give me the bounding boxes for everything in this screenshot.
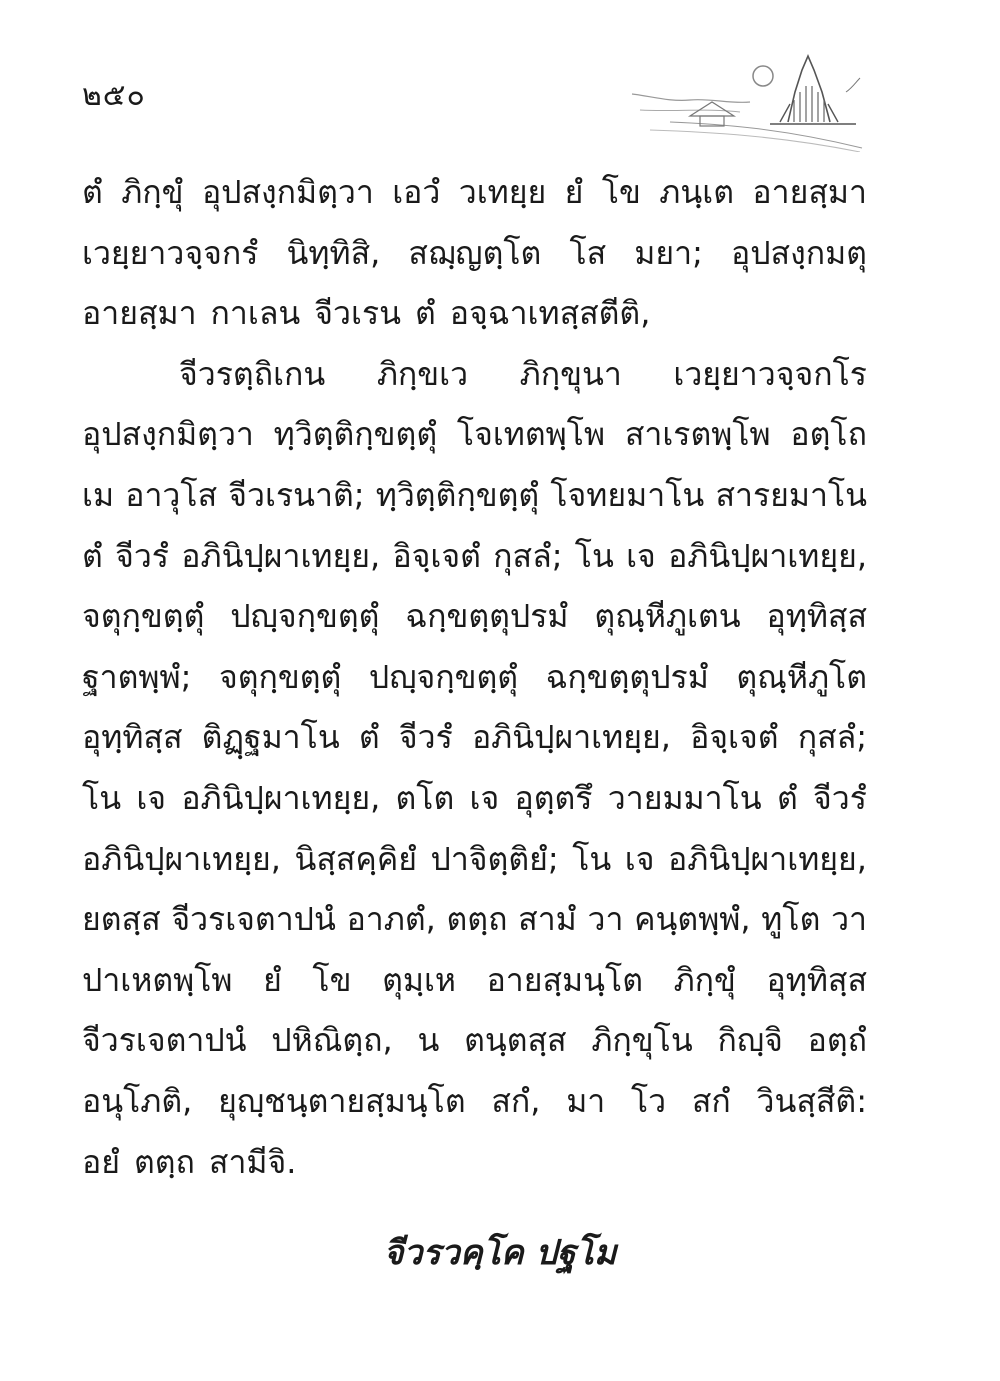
word: ภิกฺขุนา xyxy=(519,354,622,393)
word: อตฺถํ xyxy=(807,1021,867,1060)
word: ปาจิตฺติยํ; xyxy=(430,839,559,878)
word: สามีจิ. xyxy=(208,1142,297,1181)
word: เวยฺยาวจฺจกโร xyxy=(673,354,867,393)
word: ภิกฺขุํ xyxy=(673,960,736,999)
word: ตํ xyxy=(82,536,103,575)
text-line xyxy=(82,768,867,829)
word: น xyxy=(417,1021,440,1060)
word: อาภตํ, xyxy=(346,900,436,939)
word: จีวเรนาติ; xyxy=(228,475,365,514)
text-line xyxy=(82,829,867,890)
word: อาวุโส xyxy=(125,475,218,514)
word: เจ xyxy=(624,839,655,878)
word: อายสฺมนฺโต xyxy=(486,960,643,999)
text-line xyxy=(82,283,867,344)
text-line xyxy=(82,465,867,526)
word: ตตฺถ xyxy=(446,900,508,939)
word: อุทฺทิสฺส xyxy=(766,597,867,636)
word: อายสฺมา xyxy=(752,173,867,211)
body-text xyxy=(82,162,867,1192)
word: วเทยฺย xyxy=(458,173,547,211)
word: ภิกฺขุโน xyxy=(591,1021,693,1060)
word: ตํ xyxy=(82,173,103,211)
word: คนฺตพฺพํ, xyxy=(634,900,751,939)
word: อภินิปฺผาเทยฺย, xyxy=(181,778,381,817)
word: ฉกฺขตฺตุปรมํ xyxy=(545,657,709,696)
text-line xyxy=(82,526,867,587)
word: ตนฺตสฺส xyxy=(464,1021,567,1060)
word: นิสฺสคฺคิยํ xyxy=(294,839,417,878)
word: ตตฺถ xyxy=(133,1142,195,1181)
word: สามํ xyxy=(518,900,577,939)
text-line xyxy=(82,404,867,465)
word: ทฺวิตฺติกฺขตฺตุํ xyxy=(273,415,438,454)
word: วา xyxy=(831,900,867,939)
text-line xyxy=(82,950,867,1011)
word: ปญฺจกฺขตฺตุํ xyxy=(368,657,519,696)
word: อภินิปฺผาเทยฺย, xyxy=(181,536,381,575)
text-line xyxy=(82,586,867,647)
word: ตํ xyxy=(358,718,380,757)
word: จีวรเจตาปนํ xyxy=(82,1021,247,1060)
word: โจเทตพฺโพ xyxy=(456,415,606,454)
word: อนุโภติ, xyxy=(82,1081,193,1120)
word: ปญฺจกฺขตฺตุํ xyxy=(230,597,380,636)
word: อุทฺทิสฺส xyxy=(766,960,867,999)
word: จีวรํ xyxy=(813,778,867,817)
text-line xyxy=(82,1010,867,1071)
text-line xyxy=(82,162,867,223)
word: ทูโต xyxy=(761,900,821,939)
word: อยํ xyxy=(82,1142,120,1181)
word: อจฺฉาเทสฺสตีติ, xyxy=(449,294,651,333)
word: จตุกฺขตฺตุํ xyxy=(218,657,342,696)
word: ตุมฺเห xyxy=(382,960,456,999)
word: โน xyxy=(574,536,614,575)
word: วา xyxy=(587,900,624,939)
word: เอวํ xyxy=(392,173,441,211)
word: จีวรํ xyxy=(398,718,453,757)
word: โน xyxy=(82,778,122,817)
word: ยํ xyxy=(263,960,282,999)
word: เวยฺยาวจฺจกรํ xyxy=(82,233,259,272)
word: อุปสงฺกมิตฺวา xyxy=(82,415,254,454)
word: ภิกฺขุํ xyxy=(121,173,184,211)
word: มยา; xyxy=(634,233,703,272)
text-line xyxy=(82,707,867,768)
word: จีวรํ xyxy=(115,536,169,575)
word: กุสลํ; xyxy=(797,718,867,757)
word: เจ xyxy=(136,778,167,817)
text-line xyxy=(82,223,867,284)
word: อตฺโถ xyxy=(790,415,867,454)
word: ยตสฺส xyxy=(82,900,161,939)
word: อุปสงฺกมตุ xyxy=(731,233,867,272)
word: วินสฺสีติ: xyxy=(756,1081,867,1120)
word: อภินิปฺผาเทยฺย, xyxy=(82,839,281,878)
word: อุตฺตรึ xyxy=(514,778,593,817)
word: จีวเรน xyxy=(314,294,402,333)
word: กิญฺจิ xyxy=(717,1021,783,1060)
page-number: ๒๕๐ xyxy=(82,78,146,113)
word: โจทยมาโน xyxy=(550,475,705,514)
temple-landscape-icon xyxy=(630,52,865,152)
word: ฐาตพฺพํ; xyxy=(82,657,192,696)
word: สฌฺญตฺโต xyxy=(408,233,542,272)
word: เจ xyxy=(626,536,656,575)
word: สารยมาโน xyxy=(715,475,867,514)
word: ภิกฺขเว xyxy=(376,354,469,393)
word: ยํ xyxy=(564,173,584,211)
word: ตํ xyxy=(776,778,798,817)
text-line xyxy=(82,1132,867,1193)
text-line xyxy=(82,647,867,708)
word: ปาเหตพฺโพ xyxy=(82,960,233,999)
word: จีวรเจตาปนํ xyxy=(171,900,336,939)
word: อุปสงฺกมิตฺวา xyxy=(201,173,374,211)
word: ยุญฺชนฺตายสฺมนฺโต xyxy=(218,1081,466,1120)
word: สกํ xyxy=(691,1081,731,1120)
section-heading: จีวรวคฺโค ปฐโม xyxy=(383,1233,617,1273)
word: โว xyxy=(630,1081,667,1120)
word: ตุณฺหีภูเตน xyxy=(594,597,741,636)
word: ทฺวิตฺติกฺขตฺตุํ xyxy=(375,475,540,514)
word: ภนฺเต xyxy=(659,173,734,211)
word: ติฏฺฐมาโน xyxy=(201,718,340,757)
word: สาเรตพฺโพ xyxy=(624,415,771,454)
word: กาเลน xyxy=(210,294,301,333)
word: โน xyxy=(572,839,612,878)
word: กุสลํ; xyxy=(493,536,563,575)
word: นิทฺทิสิ, xyxy=(286,233,381,272)
word: วายมมาโน xyxy=(607,778,762,817)
text-line xyxy=(82,1071,867,1132)
word: อภินิปฺผาเทยฺย, xyxy=(668,536,867,575)
word: จีวรตฺถิเกน xyxy=(179,354,326,393)
word: ตโต xyxy=(395,778,455,817)
word: จตุกฺขตฺตุํ xyxy=(82,597,205,636)
text-line xyxy=(82,344,867,405)
word: โข xyxy=(312,960,352,999)
word: เม xyxy=(82,475,115,514)
word: ตํ xyxy=(415,294,436,333)
word: มา xyxy=(566,1081,606,1120)
text-line xyxy=(82,889,867,950)
word: อายสฺมา xyxy=(82,294,197,333)
word: อุทฺทิสฺส xyxy=(82,718,183,757)
word: อภินิปฺผาเทยฺย, xyxy=(668,839,867,878)
word: ตุณฺหีภูโต xyxy=(736,657,867,696)
word: โข xyxy=(601,173,641,211)
word: ฉกฺขตฺตุปรมํ xyxy=(405,597,569,636)
word: สกํ, xyxy=(491,1081,541,1120)
word: อิจฺเจตํ xyxy=(690,718,779,757)
word: โส xyxy=(569,233,607,272)
word: อภินิปฺผาเทยฺย, xyxy=(471,718,671,757)
word: เจ xyxy=(469,778,500,817)
word: ปหิณิตฺถ, xyxy=(271,1021,393,1060)
word: อิจฺเจตํ xyxy=(392,536,481,575)
